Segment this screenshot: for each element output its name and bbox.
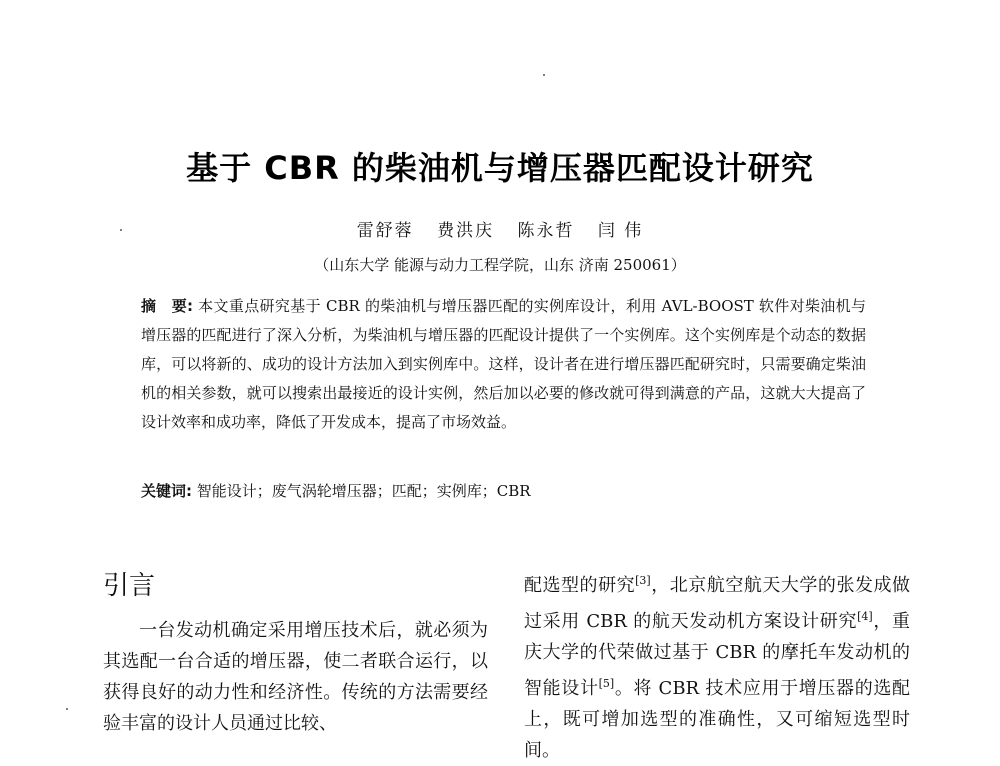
paper-title: 基于 CBR 的柴油机与增压器匹配设计研究 [186,149,814,187]
scan-speck [543,74,545,76]
keywords-text: 智能设计；废气涡轮增压器；匹配；实例库；CBR [196,482,531,500]
body-text: ，重庆大学的代荣做过基于 CBR 的摩托车发动机的智能设计 [524,611,911,699]
author-list [0,216,1000,241]
body-text: ，北京航空航天大学的张发成做过采用 CBR 的航天发动机方案设计研究 [524,575,911,632]
citation-ref: [4] [857,610,873,623]
body-column-right [524,565,910,766]
affiliation: （山东大学 能源与动力工程学院，山东 济南 250061） [314,256,686,274]
section-heading: 引言 [103,571,156,601]
keywords-label: 关键词: [141,482,192,500]
abstract-text: 本文重点研究基于 CBR 的柴油机与增压器匹配的实例库设计，利用 AVL-BOOST 软件对柴油机与增压器的匹配进行了深入分析，为柴油机与增压器的匹配设计提供了一个实例库。这个实例库是个动态的数据库，可以将新的、成功的设计方法加入到实例库中。这样，设计者在进行增压器匹配研究时，只需要确定柴油机的相关参数，就可以搜索出最接近的设计实例，然后加以必要的修改就可得到满意的产品，这就大大提高了设计效率和成功率，降低了开发成本，提高了市场效益。 [141,297,866,431]
author-name: 陈永哲 [517,221,575,241]
author-name: 雷舒蓉 [356,221,414,241]
author-name: 闫 伟 [597,221,644,241]
citation-ref: [5] [598,677,615,690]
citation-ref: [3] [635,574,651,587]
body-column-left: 一台发动机确定采用增压技术后，就必须为其选配一台合适的增压器，使二者联合运行，以获得良好的动力性和经济性。传统的方法需要经验丰富的设计人员通过比较、 [103,620,488,734]
body-text: 配选型的研究 [524,575,636,596]
keywords [141,480,866,501]
abstract [141,292,866,437]
scan-speck [66,708,68,710]
body-text: 。将 CBR 技术应用于增压器的选配上，既可增加选型的准确性，又可缩短选型时间。 [524,678,911,761]
abstract-label: 摘 要: [141,297,194,315]
author-name: 费洪庆 [437,221,495,241]
